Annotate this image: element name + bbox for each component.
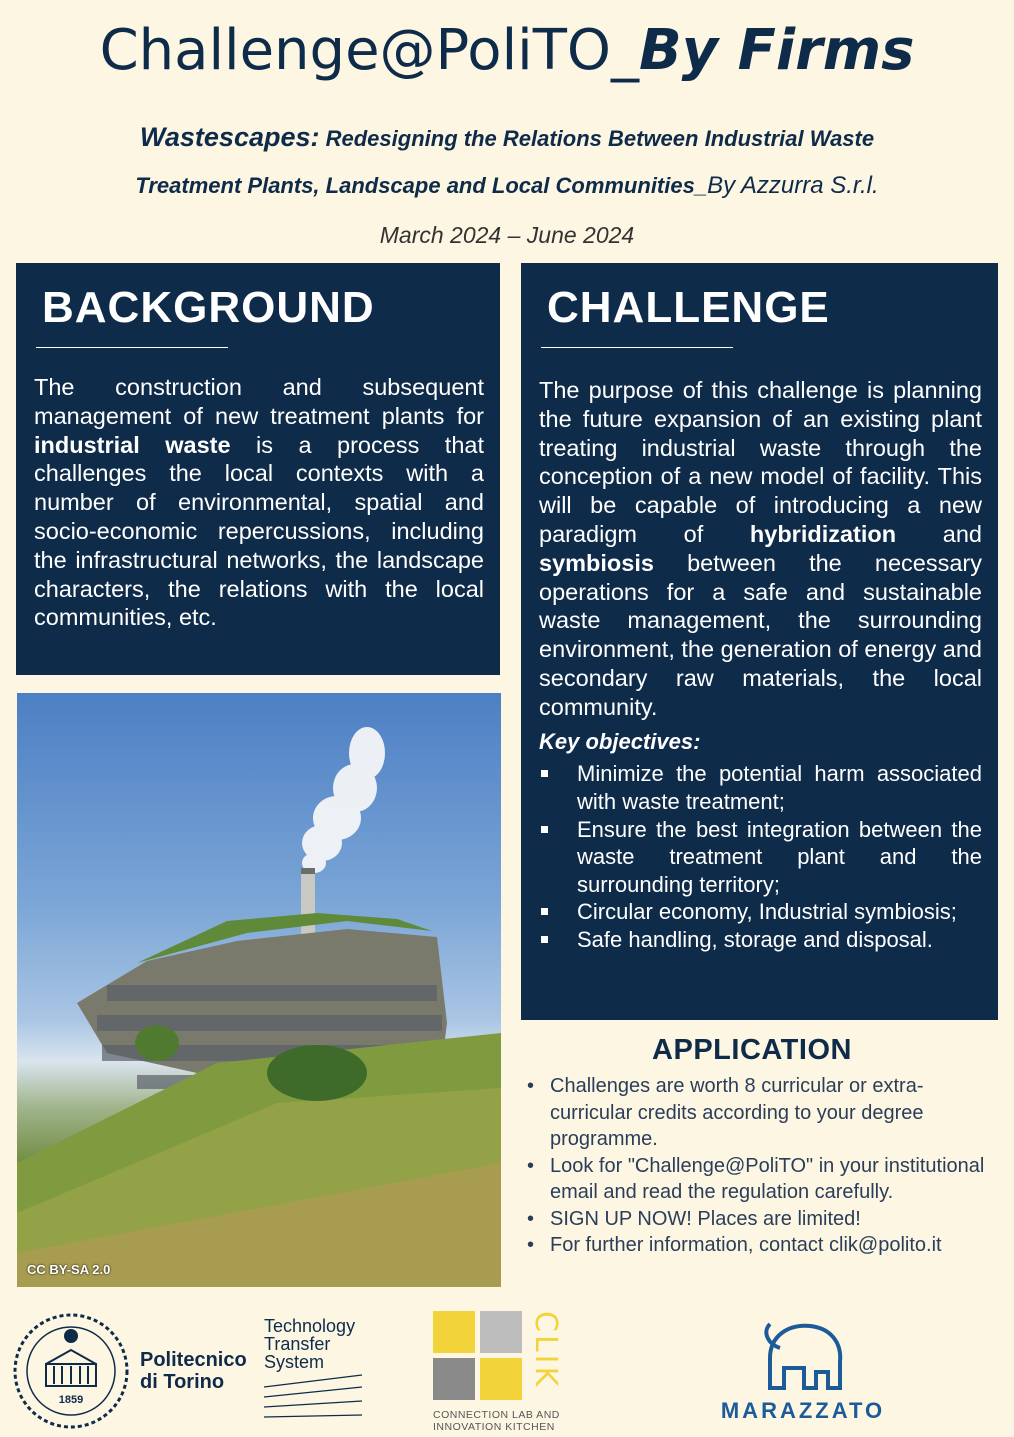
polito-line1: Politecnico	[140, 1349, 247, 1371]
plant-photo	[17, 693, 501, 1287]
challenge-bold-symbiosis: symbiosis	[539, 549, 654, 576]
clik-line1: CONNECTION LAB AND	[433, 1409, 560, 1421]
challenge-text-2: and	[896, 520, 982, 547]
application-item: • Look for "Challenge@PoliTO" in your institutional email and read the regulation carefully.	[527, 1153, 997, 1206]
subtitle-line1: Redesigning the Relations Between Industrial Waste	[325, 126, 875, 151]
polito-name	[140, 1349, 247, 1393]
background-divider	[36, 347, 228, 348]
clik-tagline	[433, 1409, 560, 1433]
application-item-contact[interactable]: • For further information, contact clik@polito.it	[527, 1232, 997, 1259]
clik-logo	[433, 1311, 573, 1433]
challenge-text	[539, 376, 982, 954]
background-text-bold: industrial waste	[34, 431, 231, 458]
tts-line1: Technology	[264, 1316, 356, 1336]
objective-item: Safe handling, storage and disposal.	[539, 926, 982, 954]
marazzato-logo	[718, 1318, 888, 1426]
objective-item: Circular economy, Industrial symbiosis;	[539, 898, 982, 926]
tts-line3: System	[264, 1352, 325, 1372]
background-text-1: The construction and subsequent management of new treatment plants for	[34, 374, 484, 429]
application-heading: APPLICATION	[652, 1034, 852, 1066]
tts-lines-icon	[264, 1373, 364, 1423]
elephant-icon	[758, 1318, 848, 1390]
title-main: Challenge@PoliTO_	[99, 18, 639, 83]
objective-item: Ensure the best integration between the waste treatment plant and the surrounding territory;	[539, 816, 982, 899]
tts-line2: Transfer	[264, 1334, 331, 1354]
clik-tile-tools	[480, 1358, 522, 1400]
plant-illustration	[17, 693, 501, 1287]
application-item: • Challenges are worth 8 curricular or extra-curricular credits according to your degree programme.	[527, 1073, 997, 1153]
challenge-panel	[521, 263, 998, 1020]
clik-tile-network	[433, 1358, 475, 1400]
application-item: • SIGN UP NOW! Places are limited!	[527, 1206, 997, 1233]
background-heading: BACKGROUND	[42, 283, 375, 332]
title-bold: By Firms	[638, 18, 915, 83]
background-text	[34, 373, 484, 632]
photo-credit: CC BY-SA 2.0	[27, 1262, 111, 1277]
clik-name: CLIK	[528, 1311, 563, 1390]
challenge-subtitle	[20, 114, 994, 209]
polito-seal	[12, 1312, 130, 1430]
objectives-list	[539, 760, 982, 953]
challenge-dates: March 2024 – June 2024	[379, 222, 635, 248]
tts-logo	[264, 1317, 364, 1423]
page-title	[0, 18, 1014, 83]
marazzato-name: MARAZZATO	[720, 1398, 886, 1423]
challenge-divider	[541, 347, 733, 348]
subtitle-by: By Azzurra S.r.l.	[707, 172, 879, 199]
subtitle-line2: Treatment Plants, Landscape and Local Communities_	[135, 173, 708, 198]
clik-tile-grey	[480, 1311, 522, 1353]
background-panel	[16, 263, 500, 675]
background-text-2: is a process that challenges the local contexts with a number of environmental, spatial and socio-economic repercussions, including the infrastructural networks, the landscape characters, the relations with the local communities, etc.	[34, 431, 485, 631]
clik-tile-yellow	[433, 1311, 475, 1353]
clik-line2: INNOVATION KITCHEN	[433, 1421, 555, 1433]
challenge-text-1: The purpose of this challenge is planning the future expansion of an existing plant treating industrial waste through the conception of a new model of facility. This will be capable of introducing a new paradigm of	[539, 377, 982, 547]
challenge-heading: CHALLENGE	[547, 283, 830, 332]
key-objectives-title: Key objectives:	[539, 728, 701, 754]
application-list	[527, 1073, 997, 1259]
polito-line2: di Torino	[140, 1371, 225, 1393]
polito-seal-icon	[12, 1312, 130, 1430]
objective-item: Minimize the potential harm associated with waste treatment;	[539, 760, 982, 815]
challenge-text-3: between the necessary operations for a safe and sustainable waste management, the surrounding environment, the generation of energy and secondary raw materials, the local community.	[539, 549, 982, 720]
seal-year: 1859	[58, 1394, 84, 1406]
challenge-bold-hybridization: hybridization	[749, 520, 897, 547]
subtitle-lead: Wastescapes:	[139, 122, 320, 152]
